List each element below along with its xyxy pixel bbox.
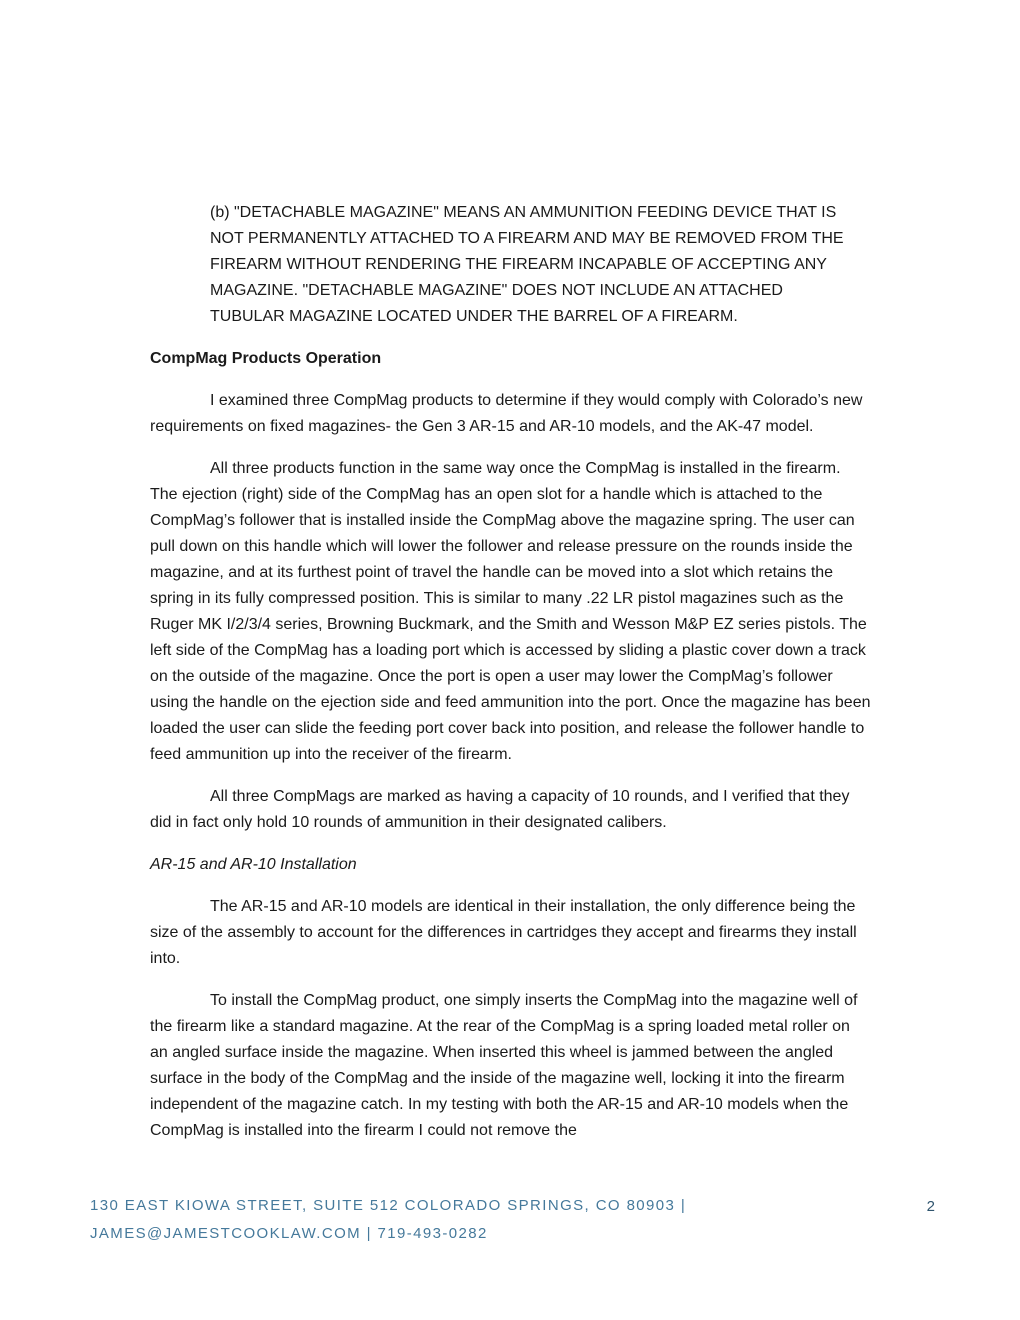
document-body [150, 200, 872, 1160]
page-number: 2 [926, 1198, 935, 1215]
blockquote-line: TUBULAR MAGAZINE LOCATED UNDER THE BARREL OF A FIREARM. [210, 308, 738, 325]
footer-address [90, 1192, 686, 1248]
page-footer [90, 1192, 935, 1248]
paragraph: All three CompMags are marked as having a capacity of 10 rounds, and I verified that they did in fact only hold 10 rounds of ammunition in their designated calibers. [150, 788, 850, 831]
paragraph: All three products function in the same way once the CompMag is installed in the firearm. The ejection (right) side of the CompMag has an open slot for a handle which is attached to the CompMag’s follower that is installed inside the CompMag above the magazine spring. The user can pull down on this handle which will lower the follower and release pressure on the rounds inside the magazine, and at its furthest point of travel the handle can be moved into a slot which retains the spring in its fully compressed position. This is similar to many .22 LR pistol magazines such as the Ruger MK I/2/3/4 series, Browning Buckmark, and the Smith and Wesson M&P EZ series pistols. The left side of the CompMag has a loading port which is accessed by sliding a plastic cover down a track on the outside of the magazine. Once the port is open a user may lower the CompMag’s follower using the handle on the ejection side and feed ammunition into the port. Once the magazine has been loaded the user can slide the feeding port cover back into position, and release the follower handle to feed ammunition up into the receiver of the firearm. [150, 460, 871, 763]
blockquote-line: (b) "DETACHABLE MAGAZINE" MEANS AN AMMUNITION FEEDING DEVICE THAT IS [210, 204, 837, 221]
section-heading: CompMag Products Operation [150, 350, 382, 367]
blockquote-line: FIREARM WITHOUT RENDERING THE FIREARM INCAPABLE OF ACCEPTING ANY [210, 256, 827, 273]
paragraph: To install the CompMag product, one simply inserts the CompMag into the magazine well of the firearm like a standard magazine. At the rear of the CompMag is a spring loaded metal roller on an angled surface inside the magazine. When inserted this wheel is jammed between the angled surface in the body of the CompMag and the inside of the magazine well, locking it into the firearm independent of the magazine catch. In my testing with both the AR-15 and AR-10 models when the CompMag is installed into the firearm I could not remove the [150, 992, 858, 1139]
blockquote-line: MAGAZINE. "DETACHABLE MAGAZINE" DOES NOT INCLUDE AN ATTACHED [210, 282, 783, 299]
footer-address-line: 130 EAST KIOWA STREET, SUITE 512 COLORADO SPRINGS, CO 80903 | [90, 1197, 687, 1214]
blockquote-line: NOT PERMANENTLY ATTACHED TO A FIREARM AND MAY BE REMOVED FROM THE [210, 230, 844, 247]
subsection-heading: AR-15 and AR-10 Installation [150, 856, 357, 873]
paragraph: The AR-15 and AR-10 models are identical in their installation, the only difference being the size of the assembly to account for the differences in cartridges they accept and firearms they install into. [150, 898, 857, 967]
footer-contact-line: JAMES@JAMESTCOOKLAW.COM | 719-493-0282 [90, 1225, 488, 1242]
paragraph: I examined three CompMag products to determine if they would comply with Colorado’s new requirements on fixed magazines- the Gen 3 AR-15 and AR-10 models, and the AK-47 model. [150, 392, 863, 435]
statute-blockquote [210, 200, 872, 330]
